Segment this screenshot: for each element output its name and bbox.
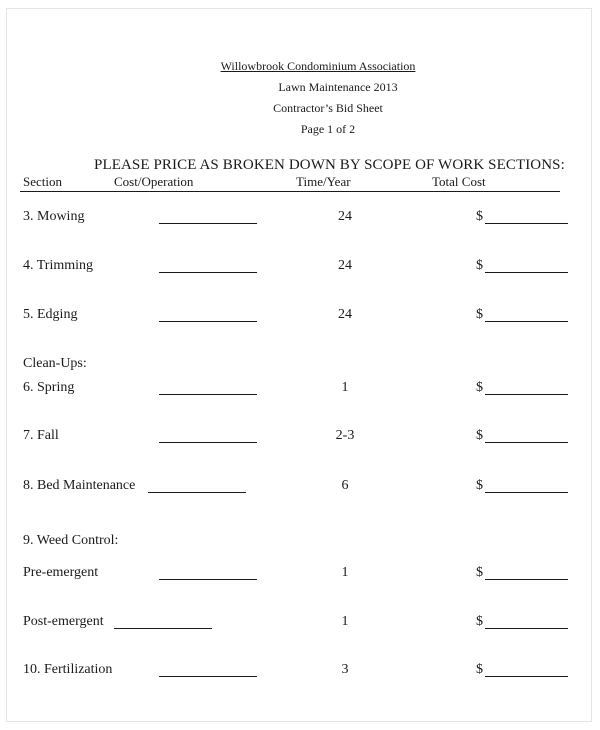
row-label: 5. Edging: [23, 307, 78, 322]
dollar-sign: $: [476, 565, 483, 580]
dollar-sign: $: [476, 428, 483, 443]
bid-row-mowing: [0, 209, 600, 229]
cost-blank[interactable]: [159, 272, 257, 273]
total-blank[interactable]: [485, 676, 568, 677]
dollar-sign: $: [476, 380, 483, 395]
total-blank[interactable]: [485, 394, 568, 395]
dollar-sign: $: [476, 478, 483, 493]
times-per-year: 6: [341, 478, 349, 493]
bid-row-trimming: [0, 258, 600, 278]
times-per-year: 1: [341, 565, 349, 580]
column-header-section: Section: [23, 174, 62, 189]
cost-blank[interactable]: [159, 579, 257, 580]
times-per-year: 24: [338, 209, 352, 224]
header-rule: [20, 191, 560, 192]
cost-blank[interactable]: [159, 223, 257, 224]
weed-control-heading: 9. Weed Control:: [23, 533, 119, 548]
cost-blank[interactable]: [159, 676, 257, 677]
total-blank[interactable]: [485, 492, 568, 493]
cost-blank[interactable]: [114, 628, 212, 629]
row-label: 3. Mowing: [23, 209, 85, 224]
cleanups-heading: Clean-Ups:: [23, 356, 87, 371]
page-number: Page 1 of 2: [300, 122, 356, 136]
cost-blank[interactable]: [159, 394, 257, 395]
row-label: 7. Fall: [23, 428, 59, 443]
times-per-year: 24: [338, 258, 352, 273]
total-blank[interactable]: [485, 321, 568, 322]
bid-row-edging: [0, 307, 600, 327]
bid-row-post-emergent: [0, 614, 600, 634]
times-per-year: 2-3: [335, 428, 355, 443]
total-blank[interactable]: [485, 579, 568, 580]
dollar-sign: $: [476, 209, 483, 224]
instruction-text: PLEASE PRICE AS BROKEN DOWN BY SCOPE OF WORK SECTIONS:: [94, 157, 565, 173]
document-title: Lawn Maintenance 2013: [278, 80, 398, 94]
cost-blank[interactable]: [148, 492, 246, 493]
row-label: 10. Fertilization: [23, 662, 113, 677]
dollar-sign: $: [476, 258, 483, 273]
row-label: 4. Trimming: [23, 258, 94, 273]
total-blank[interactable]: [485, 223, 568, 224]
row-label: Pre-emergent: [23, 565, 99, 580]
dollar-sign: $: [476, 662, 483, 677]
column-header-cost: Cost/Operation: [114, 174, 194, 189]
dollar-sign: $: [476, 307, 483, 322]
times-per-year: 1: [341, 380, 349, 395]
row-label: 6. Spring: [23, 380, 75, 395]
times-per-year: 24: [338, 307, 352, 322]
total-blank[interactable]: [485, 272, 568, 273]
bid-row-fertilization: [0, 662, 600, 682]
document-subtitle: Contractor’s Bid Sheet: [273, 101, 383, 115]
times-per-year: 3: [341, 662, 349, 677]
row-label: Post-emergent: [23, 614, 104, 629]
cost-blank[interactable]: [159, 321, 257, 322]
dollar-sign: $: [476, 614, 483, 629]
row-label: 8. Bed Maintenance: [23, 478, 136, 493]
total-blank[interactable]: [485, 442, 568, 443]
bid-row-fall: [0, 428, 600, 448]
cost-blank[interactable]: [159, 442, 257, 443]
column-header-time: Time/Year: [296, 174, 351, 189]
total-blank[interactable]: [485, 628, 568, 629]
column-header-total: Total Cost: [432, 174, 486, 189]
bid-row-bed-maintenance: [0, 478, 600, 498]
association-name: Willowbrook Condominium Association: [220, 59, 416, 73]
bid-row-pre-emergent: [0, 565, 600, 585]
times-per-year: 1: [341, 614, 349, 629]
bid-row-spring: [0, 380, 600, 400]
